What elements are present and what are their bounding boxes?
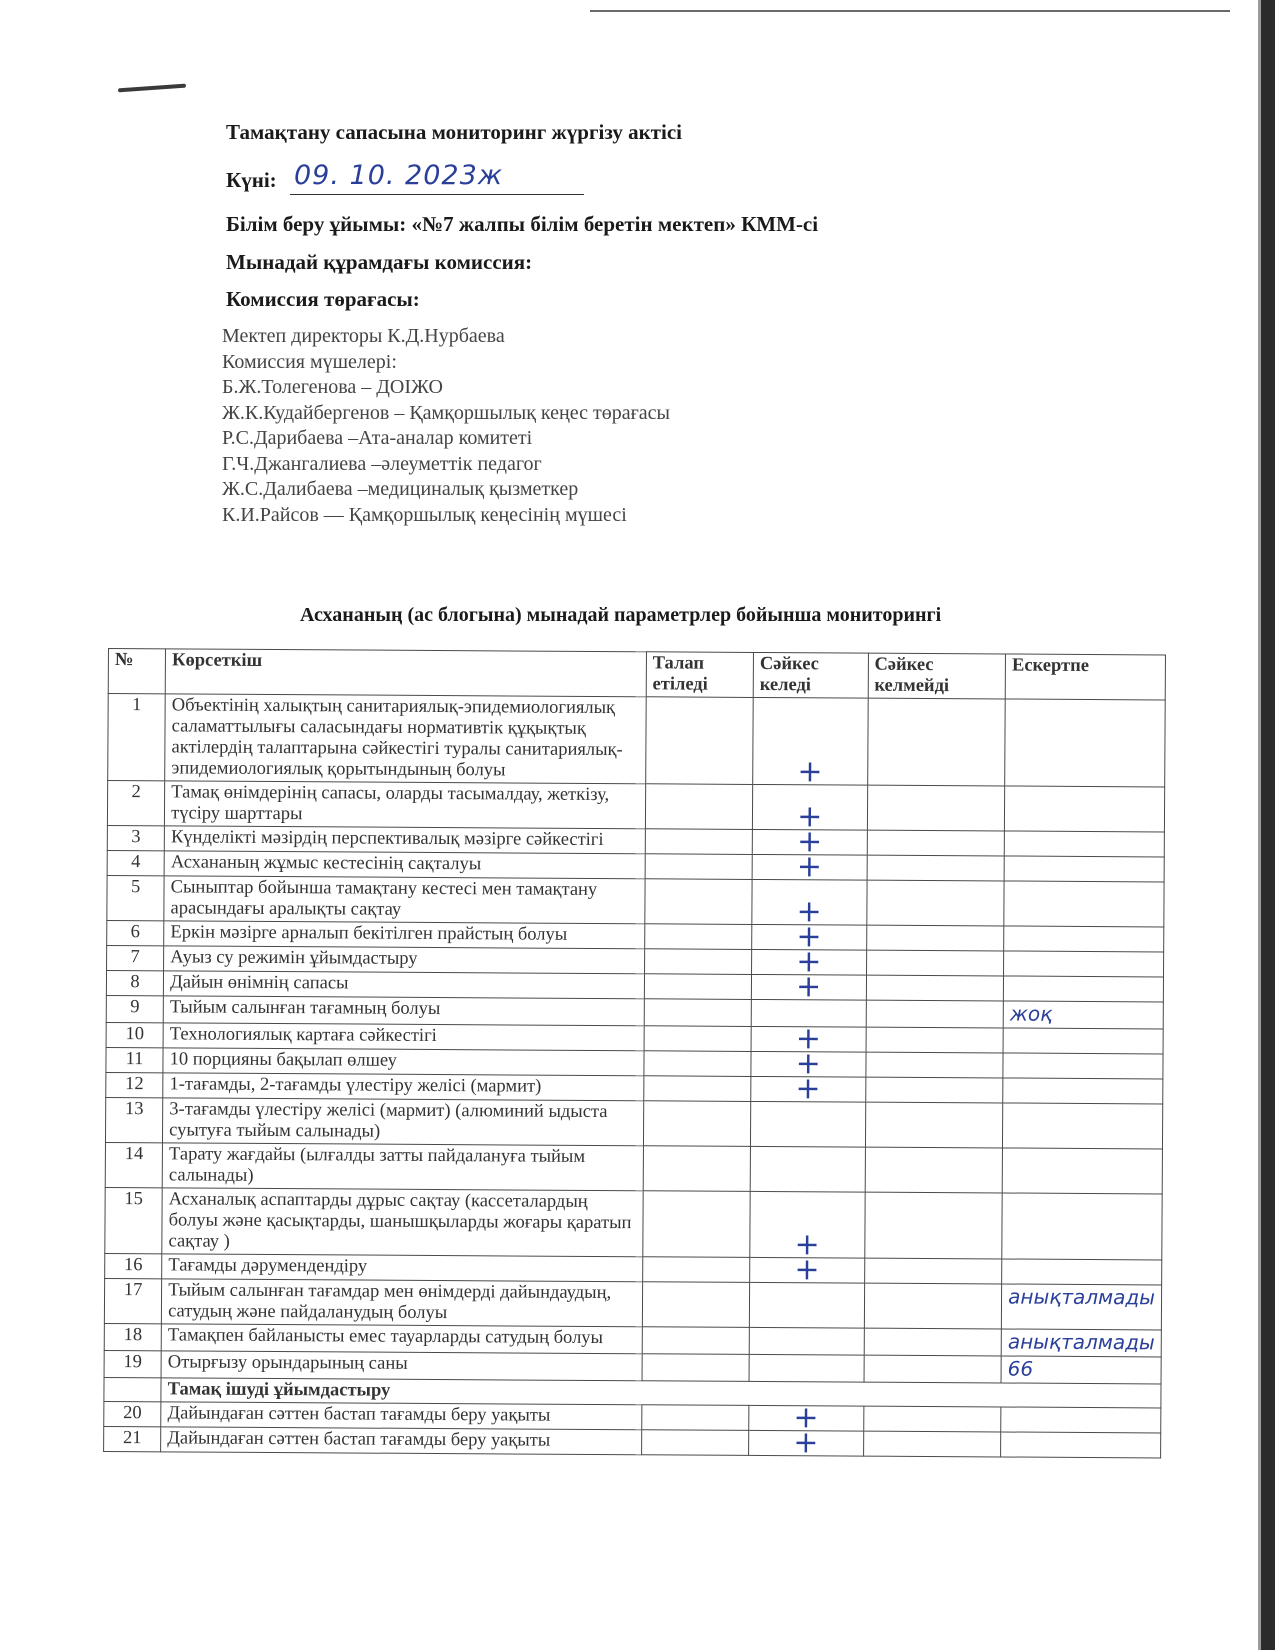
row-required bbox=[644, 1026, 751, 1052]
plus-mark: + bbox=[796, 969, 822, 1005]
row-indicator-text: Ауыз су режимін ұйымдастыру bbox=[170, 947, 418, 969]
row-required bbox=[644, 924, 751, 950]
row-noncompliant bbox=[866, 1000, 1004, 1028]
row-required bbox=[644, 1051, 751, 1077]
row-note bbox=[1001, 1356, 1161, 1384]
row-number-text: 21 bbox=[122, 1428, 142, 1449]
member-line: Р.С.Дарибаева –Ата-аналар комитеті bbox=[222, 427, 533, 449]
row-indicator-text: Еркін мәзірге арналып бекітілген прайстың болуы bbox=[170, 922, 568, 945]
row-indicator bbox=[161, 1351, 642, 1381]
row-number-text: 1 bbox=[132, 695, 142, 716]
row-number bbox=[106, 1047, 163, 1072]
row-number-text: 18 bbox=[123, 1325, 143, 1346]
row-noncompliant bbox=[865, 1102, 1003, 1148]
row-number-text: 8 bbox=[130, 972, 140, 993]
handwritten-note: анықталмады bbox=[1008, 1284, 1156, 1310]
row-compliant-mark bbox=[752, 784, 867, 835]
table-row bbox=[107, 875, 1164, 926]
row-number bbox=[106, 1072, 163, 1097]
row-note bbox=[1002, 1193, 1162, 1260]
plus-mark: + bbox=[796, 944, 822, 980]
row-indicator-text: Сыныптар бойынша тамақтану кестесі мен тамақтану арасындағы аралықты сақтау bbox=[170, 877, 598, 920]
row-indicator bbox=[164, 921, 645, 949]
row-indicator-text: Тамақ өнімдерінің сапасы, оларды тасымалдау, жеткізу, түсіру шарттары bbox=[171, 782, 610, 825]
row-note bbox=[1004, 856, 1164, 882]
row-required bbox=[642, 1282, 749, 1328]
member-line: К.И.Райсов — Қамқоршылық кеңесінің мүшесі bbox=[222, 503, 627, 526]
row-required bbox=[644, 999, 751, 1027]
row-number-text: 10 bbox=[125, 1024, 145, 1045]
row-noncompliant bbox=[866, 950, 1004, 976]
row-required bbox=[641, 1430, 748, 1456]
plus-mark: + bbox=[796, 824, 823, 860]
row-noncompliant bbox=[867, 698, 1005, 786]
row-indicator-text: Тыйым салынған тағамның болуы bbox=[169, 997, 441, 1020]
row-note bbox=[1001, 1284, 1161, 1330]
col-compliant: Сәйкес келеді bbox=[753, 652, 868, 698]
row-indicator-text: Дайын өнімнің сапасы bbox=[170, 972, 349, 994]
row-number-text: 4 bbox=[131, 852, 141, 873]
date-value-handwritten: 09. 10. 2023ж bbox=[290, 160, 584, 195]
row-number bbox=[105, 1187, 163, 1253]
commission-chair-label: Комиссия төрағасы: bbox=[226, 287, 420, 311]
row-number-text: 16 bbox=[123, 1255, 143, 1276]
row-number bbox=[104, 1401, 161, 1426]
commission-composition: Мынадай құрамдағы комиссия: bbox=[226, 250, 533, 274]
row-indicator-text: Тағамды дәрумендендіру bbox=[168, 1255, 368, 1277]
row-compliant-mark bbox=[753, 697, 868, 790]
row-number-text: 20 bbox=[123, 1403, 142, 1424]
row-indicator-text: Асхананың жұмыс кестесінің сақталуы bbox=[170, 852, 482, 875]
row-number bbox=[107, 825, 164, 850]
member-line: Ж.С.Далибаева –медициналық қызметкер bbox=[222, 478, 579, 500]
row-indicator-text: Асханалық аспаптарды дұрыс сақтау (кассеталардың болуы және қасықтарды, шанышқыларды жоғары қаратып сақтау ) bbox=[168, 1189, 632, 1252]
row-number-text: 9 bbox=[130, 997, 140, 1018]
row-noncompliant bbox=[863, 1406, 1001, 1432]
row-noncompliant bbox=[866, 880, 1004, 926]
table-row bbox=[108, 694, 1166, 787]
row-note bbox=[1003, 976, 1163, 1002]
row-indicator bbox=[162, 1143, 643, 1191]
row-number bbox=[107, 920, 164, 945]
row-number-text: 17 bbox=[123, 1280, 143, 1301]
row-note bbox=[1003, 1103, 1163, 1149]
row-number bbox=[105, 1253, 162, 1278]
row-indicator-text: 3-тағамды үлестіру желісі (мармит) (алюминий ыдыста суытуға тыйым салынады) bbox=[169, 1099, 608, 1142]
row-number-text: 15 bbox=[124, 1189, 144, 1210]
plus-mark: + bbox=[794, 1227, 820, 1263]
row-noncompliant bbox=[864, 1192, 1002, 1259]
row-note bbox=[1004, 951, 1164, 977]
row-note bbox=[1003, 1078, 1163, 1104]
member-line: Г.Ч.Джангалиева –әлеуметтік педагог bbox=[222, 452, 542, 475]
row-indicator bbox=[164, 876, 645, 924]
row-indicator-text: Дайындаған сәттен бастап тағамды беру уақыты bbox=[167, 1428, 551, 1451]
col-noncompliant: Сәйкес келмейді bbox=[868, 653, 1006, 699]
row-required bbox=[645, 854, 752, 880]
plus-mark: + bbox=[793, 1425, 819, 1461]
row-note bbox=[1002, 1148, 1162, 1194]
member-line: Ж.К.Кудайбергенов – Қамқоршылық кеңес төрағасы bbox=[222, 401, 670, 424]
row-compliant-mark bbox=[750, 1101, 865, 1147]
member-line: Комиссия мүшелері: bbox=[222, 350, 397, 373]
row-indicator-text: 1-тағамды, 2-тағамды үлестіру желісі (мармит) bbox=[169, 1074, 542, 1097]
row-number bbox=[104, 1278, 161, 1323]
plus-mark: + bbox=[797, 754, 823, 790]
row-number bbox=[107, 781, 164, 826]
row-required bbox=[644, 949, 751, 975]
row-indicator-text: Объектінің халықтың санитариялық-эпидемиологиялық саламаттылығы саласындағы нормативтік құқықтық актілердің талаптарына сәйкестігі туралы санитариялық-эпидемиологиялық қорытындының болуы bbox=[171, 695, 623, 781]
row-required bbox=[643, 1101, 750, 1147]
plus-mark: + bbox=[793, 1400, 819, 1436]
row-note bbox=[1001, 1329, 1161, 1357]
subheading-label: Тамақ ішуді ұйымдастыру bbox=[161, 1378, 1161, 1408]
row-indicator bbox=[163, 1023, 644, 1051]
row-number-text: 7 bbox=[130, 947, 140, 968]
row-number bbox=[104, 1323, 161, 1350]
row-number-text: 5 bbox=[130, 877, 141, 898]
row-indicator bbox=[165, 694, 646, 784]
plus-mark: + bbox=[796, 919, 822, 955]
row-required bbox=[645, 784, 752, 830]
col-indicator: Көрсеткіш bbox=[165, 649, 646, 697]
row-indicator-text: Күнделікті мәзірдің перспективалық мәзірге сәйкестігі bbox=[170, 827, 604, 851]
commission-members bbox=[222, 324, 670, 528]
plus-mark: + bbox=[796, 849, 823, 885]
row-indicator-text: Дайындаған сәттен бастап тағамды беру уақыты bbox=[167, 1403, 551, 1426]
row-indicator-text: Тамақпен байланысты емес тауарларды сатудың болуы bbox=[167, 1325, 604, 1349]
plus-mark: + bbox=[795, 1071, 821, 1107]
row-compliant-mark bbox=[749, 1354, 864, 1382]
row-note bbox=[1004, 831, 1164, 857]
row-indicator bbox=[161, 1427, 642, 1455]
row-compliant-mark bbox=[750, 1252, 865, 1288]
row-note bbox=[1003, 1001, 1163, 1029]
row-noncompliant bbox=[867, 830, 1005, 856]
row-number bbox=[107, 945, 164, 970]
row-indicator-text: Тарату жағдайы (ылғалды затты пайдалануға тыйым салынады) bbox=[168, 1144, 586, 1186]
row-number-text: 11 bbox=[125, 1049, 144, 1070]
table-row bbox=[107, 781, 1164, 832]
scan-top-line bbox=[590, 10, 1230, 12]
row-number bbox=[104, 1426, 161, 1451]
row-noncompliant bbox=[866, 925, 1004, 951]
row-number-text: 3 bbox=[131, 827, 141, 848]
row-compliant-mark bbox=[751, 969, 866, 1005]
row-note bbox=[1005, 786, 1165, 832]
plus-mark: + bbox=[797, 799, 823, 835]
row-indicator bbox=[162, 1254, 643, 1282]
row-noncompliant bbox=[866, 975, 1004, 1001]
section-title: Асхананың (ас блогына) мынадай параметрлер бойынша мониторингі bbox=[300, 604, 942, 626]
row-required bbox=[645, 829, 752, 855]
table-header-row bbox=[108, 649, 1165, 700]
row-indicator bbox=[162, 1188, 643, 1257]
row-compliant-mark bbox=[752, 879, 867, 930]
member-line: Мектеп директоры К.Д.Нурбаева bbox=[222, 325, 505, 347]
row-indicator-text: Тыйым салынған тағамдар мен өнімдерді дайындаудың, сатудың және пайдаланудың болуы bbox=[168, 1280, 612, 1324]
row-indicator bbox=[161, 1324, 642, 1354]
plus-mark: + bbox=[794, 1252, 820, 1288]
row-required bbox=[642, 1327, 749, 1355]
row-number bbox=[106, 995, 163, 1022]
row-compliant-mark bbox=[749, 1327, 864, 1355]
row-note bbox=[1003, 1053, 1163, 1079]
row-indicator bbox=[163, 1098, 644, 1146]
row-number bbox=[104, 1350, 161, 1377]
row-indicator bbox=[163, 1048, 644, 1076]
table-row bbox=[105, 1142, 1162, 1193]
table-body bbox=[104, 694, 1166, 1461]
row-indicator-text: 10 порцияны бақылап өлшеу bbox=[169, 1049, 397, 1071]
row-number-text: 2 bbox=[131, 782, 141, 803]
row-indicator-text: Отырғызу орындарының саны bbox=[167, 1352, 408, 1374]
row-required bbox=[644, 974, 751, 1000]
row-noncompliant bbox=[864, 1283, 1002, 1329]
row-note bbox=[1005, 699, 1165, 787]
plus-mark: + bbox=[795, 1021, 822, 1057]
row-required bbox=[644, 1076, 751, 1102]
row-indicator bbox=[163, 1073, 644, 1101]
plus-mark: + bbox=[795, 1046, 821, 1082]
row-number-text: 13 bbox=[124, 1099, 144, 1120]
row-noncompliant bbox=[863, 1431, 1001, 1457]
table-row bbox=[104, 1278, 1161, 1329]
row-indicator bbox=[162, 1279, 643, 1327]
row-indicator bbox=[164, 826, 645, 854]
row-indicator bbox=[164, 946, 645, 974]
row-indicator bbox=[163, 996, 644, 1026]
row-noncompliant bbox=[867, 785, 1005, 831]
row-required bbox=[642, 1354, 749, 1382]
row-compliant-mark bbox=[750, 1191, 865, 1263]
row-number bbox=[107, 850, 164, 875]
table-row bbox=[105, 1187, 1162, 1259]
row-compliant-mark bbox=[749, 1425, 864, 1461]
row-required bbox=[642, 1405, 749, 1431]
row-noncompliant bbox=[864, 1258, 1002, 1284]
row-note bbox=[1002, 1259, 1162, 1285]
row-compliant-mark bbox=[750, 1146, 865, 1192]
row-required bbox=[643, 1191, 751, 1258]
row-noncompliant bbox=[867, 855, 1005, 881]
handwritten-note: 66 bbox=[1007, 1356, 1034, 1381]
row-noncompliant bbox=[865, 1147, 1003, 1193]
col-number: № bbox=[108, 649, 165, 694]
row-noncompliant bbox=[864, 1355, 1002, 1383]
row-noncompliant bbox=[865, 1052, 1003, 1078]
row-noncompliant bbox=[866, 1027, 1004, 1053]
row-note bbox=[1004, 926, 1164, 952]
col-required: Талап етіледі bbox=[646, 652, 753, 698]
row-number-text: 12 bbox=[125, 1074, 144, 1095]
row-note bbox=[1004, 881, 1164, 927]
pen-mark bbox=[118, 84, 186, 93]
row-noncompliant bbox=[865, 1077, 1003, 1103]
row-indicator-text: Технологиялық картаға сәйкестігі bbox=[169, 1024, 437, 1047]
plus-mark: + bbox=[796, 894, 822, 930]
row-number-text: 19 bbox=[123, 1352, 143, 1373]
row-indicator bbox=[164, 851, 645, 879]
row-required bbox=[642, 1257, 749, 1283]
member-line: Б.Ж.Толегенова – ДОІЖО bbox=[222, 376, 443, 398]
row-compliant-mark bbox=[752, 849, 867, 885]
row-note bbox=[1001, 1432, 1161, 1458]
row-number bbox=[106, 970, 163, 995]
row-compliant-mark bbox=[749, 1282, 864, 1328]
document-title: Тамақтану сапасына мониторинг жүргізу актісі bbox=[226, 120, 682, 144]
table-row bbox=[104, 1426, 1161, 1457]
row-number bbox=[107, 875, 164, 920]
scan-edge bbox=[1261, 0, 1275, 1650]
row-number bbox=[106, 1022, 163, 1047]
date-label: Күні: bbox=[226, 168, 277, 192]
row-number bbox=[105, 1097, 162, 1142]
handwritten-note: жоқ bbox=[1009, 1001, 1053, 1026]
row-indicator bbox=[164, 971, 645, 999]
row-number bbox=[105, 1142, 162, 1187]
subheading-number bbox=[104, 1377, 161, 1401]
row-indicator bbox=[165, 781, 646, 829]
row-number-text: 6 bbox=[130, 922, 141, 943]
row-note bbox=[1001, 1407, 1161, 1433]
handwritten-note: анықталмады bbox=[1007, 1329, 1155, 1355]
row-required bbox=[645, 879, 752, 925]
row-note bbox=[1003, 1028, 1163, 1054]
organization-line: Білім беру ұйымы: «№7 жалпы білім беретін мектеп» КММ-сі bbox=[226, 212, 819, 236]
table-row bbox=[105, 1097, 1162, 1148]
row-required bbox=[645, 697, 753, 785]
row-noncompliant bbox=[864, 1328, 1002, 1356]
col-note: Ескертпе bbox=[1005, 654, 1165, 700]
row-indicator bbox=[161, 1402, 642, 1430]
row-required bbox=[643, 1146, 750, 1192]
row-number-text: 14 bbox=[124, 1144, 144, 1165]
row-number bbox=[108, 694, 166, 781]
monitoring-table bbox=[103, 648, 1166, 1461]
row-compliant-mark bbox=[751, 1071, 866, 1107]
